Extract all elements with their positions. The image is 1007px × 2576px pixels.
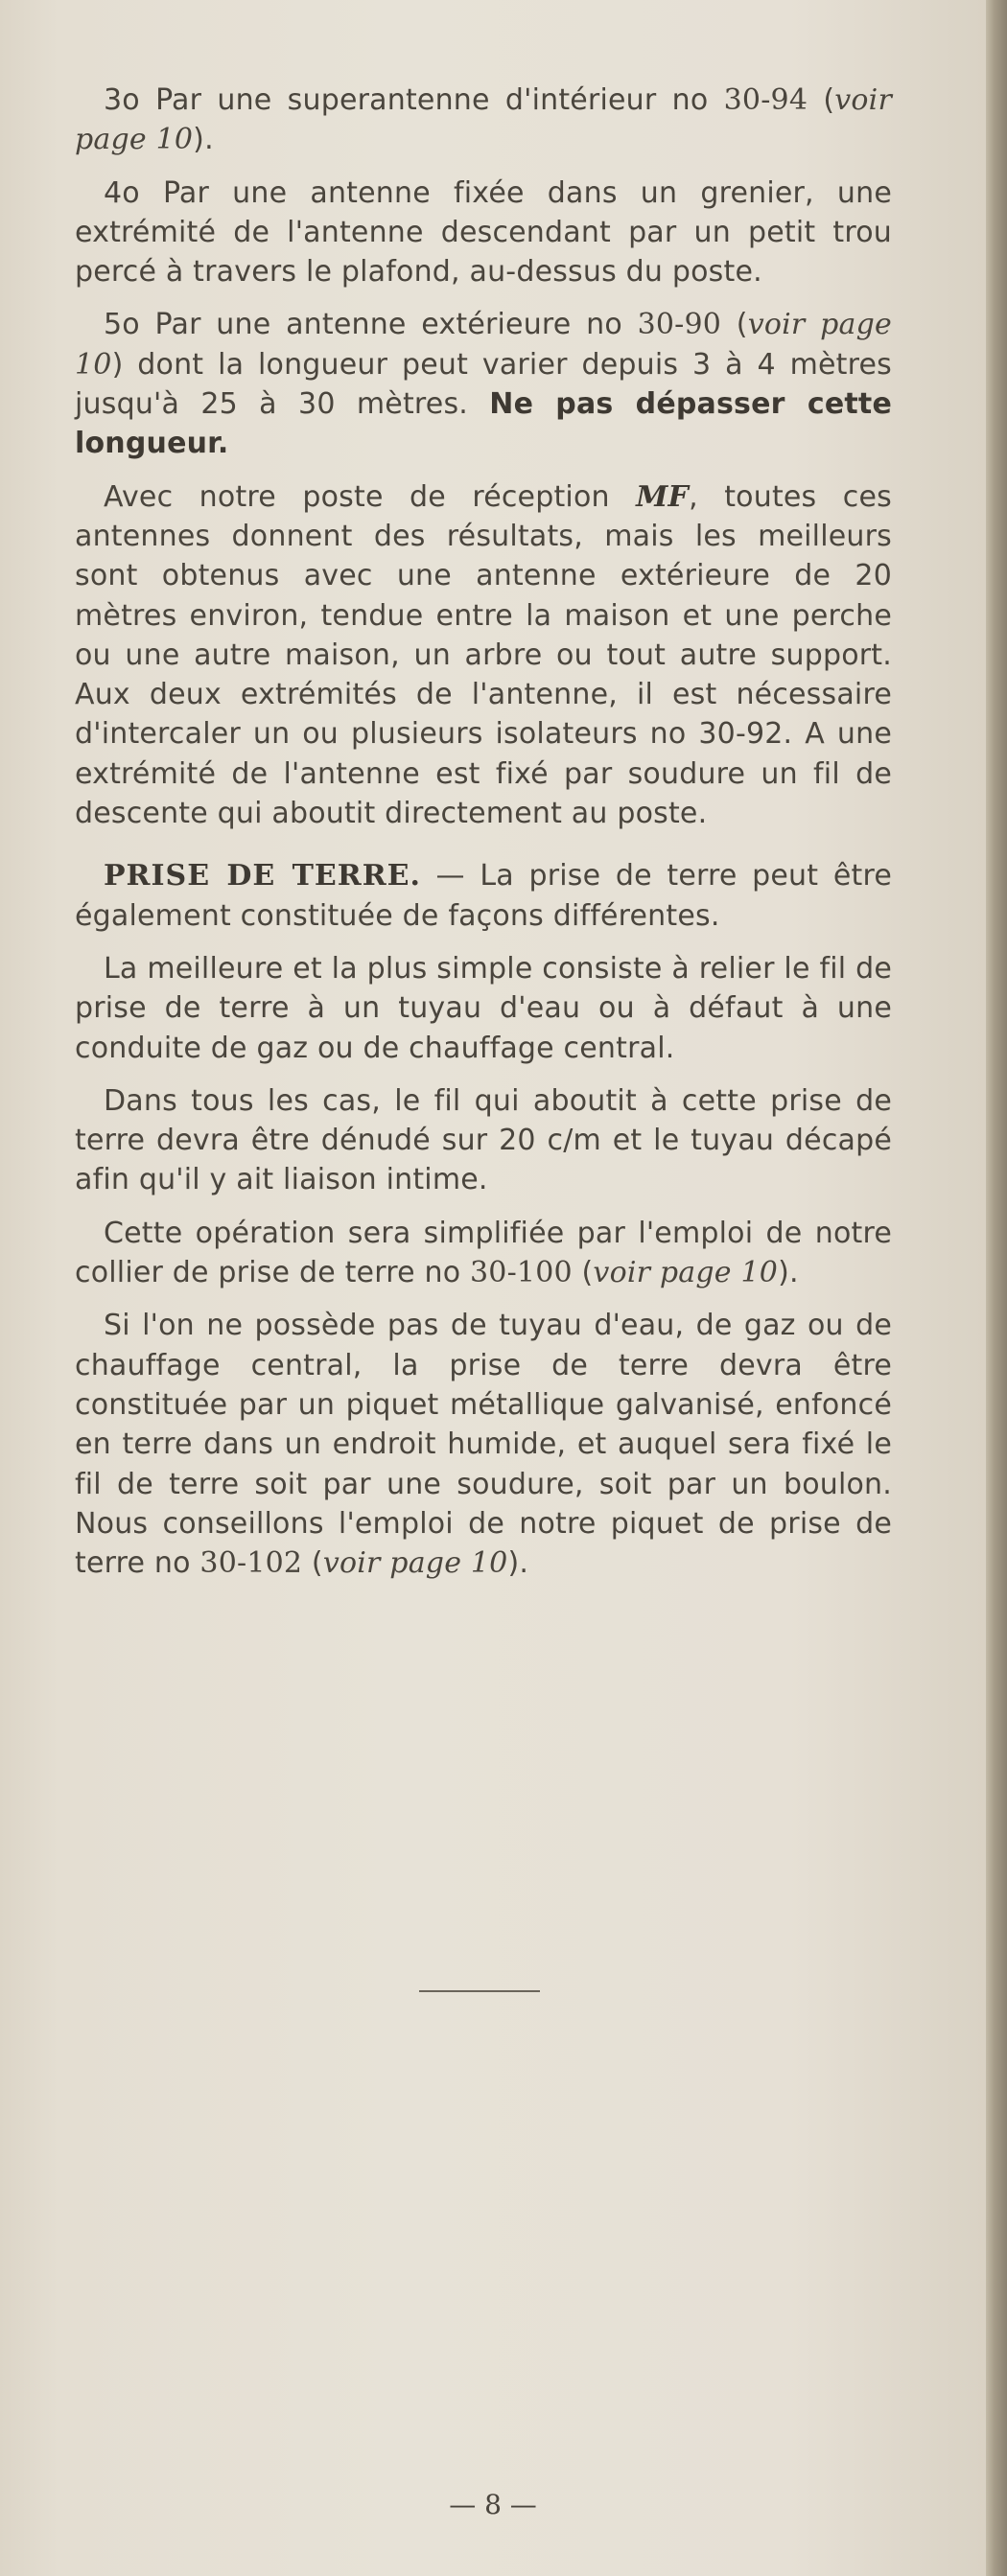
paragraph-superantenne bbox=[75, 81, 892, 160]
paragraph-si-l-on-ne-possede bbox=[75, 1306, 892, 1583]
page-reference: voir page 10 bbox=[322, 1546, 508, 1581]
paragraph-prise-de-terre bbox=[75, 856, 892, 936]
paragraph-text: ) dont la longueur peut varier depuis 3 à 4 mètres jusqu'à 25 à 30 mètres. bbox=[75, 347, 892, 422]
paren-close: ). bbox=[193, 123, 214, 157]
body-text bbox=[75, 81, 892, 1596]
paragraph-cette-operation bbox=[75, 1214, 892, 1293]
paragraph-text: Dans tous les cas, le fil qui aboutit à cette prise de terre devra être dénudé sur 20 c/m et le tuyau décapé afin qu'il y ait liaison intime. bbox=[75, 1083, 892, 1197]
mf-trademark: MF bbox=[636, 479, 690, 514]
page-reference: voir page 10 bbox=[75, 83, 893, 157]
paragraph-text: Si l'on ne possède pas de tuyau d'eau, de gaz ou de chauffage central, la prise de terre devra être constituée par un piquet métallique galvanisé, enfoncé en terre dans un endroit humide, et auquel sera fixé le fil de terre soit par une soudure, soit par un boulon. Nous conseillons l'emploi de notre piquet de prise de terre no bbox=[75, 1309, 892, 1581]
catalog-reference: 30-90 bbox=[637, 308, 722, 342]
paren-open: ( bbox=[721, 308, 748, 342]
page-number: — 8 — bbox=[449, 2489, 537, 2520]
paren-open: ( bbox=[808, 83, 835, 117]
paragraph-text: Avec notre poste de réception bbox=[104, 479, 637, 514]
paragraph-antenne-grenier bbox=[75, 174, 892, 292]
page-reference: voir page 10 bbox=[593, 1256, 779, 1290]
paragraph-text: , toutes ces antennes donnent des résultats, mais les meilleurs sont obtenus avec une antenne extérieure de 20 mètres environ, tendue entre la maison et une perche ou une autre maison, un arbre ou tout autre support. Aux deux extrémités de l'antenne, il est nécessaire d'intercaler un ou plusieurs isolateurs no 30-92. A une extrémité de l'antenne est fixé par soudure un fil de descente qui aboutit directement au poste. bbox=[75, 479, 892, 831]
page-reference: voir page 10 bbox=[75, 308, 892, 382]
paragraph-text: 5o Par une antenne extérieure no bbox=[104, 308, 638, 342]
paren-close: ). bbox=[507, 1546, 529, 1581]
catalog-reference: 30-102 bbox=[199, 1546, 303, 1581]
paragraph-la-meilleure bbox=[75, 949, 892, 1068]
separator-rule bbox=[419, 1990, 540, 1992]
paragraph-avec-notre-poste bbox=[75, 477, 892, 834]
page-edge-shadow bbox=[986, 0, 1007, 2576]
paragraph-dans-tous-les-cas bbox=[75, 1081, 892, 1200]
paragraph-text: 3o Par une superantenne d'intérieur no bbox=[104, 83, 724, 117]
catalog-reference: 30-100 bbox=[470, 1256, 573, 1290]
paren-open: ( bbox=[572, 1256, 594, 1290]
paragraph-antenne-exterieure bbox=[75, 305, 892, 463]
paren-close: ). bbox=[778, 1256, 799, 1290]
paren-open: ( bbox=[302, 1546, 323, 1581]
paragraph-text: Cette opération sera simplifiée par l'emploi de notre collier de prise de terre no bbox=[75, 1216, 892, 1290]
paragraph-text: La meilleure et la plus simple consiste à relier le fil de prise de terre à un tuyau d'eau ou à défaut à une conduite de gaz ou de chauffage central. bbox=[75, 951, 892, 1065]
paragraph-text: 4o Par une antenne fixée dans un grenier, une extrémité de l'antenne descendant par un petit trou percé à travers le plafond, au-dessus du poste. bbox=[75, 175, 892, 290]
paragraph-text: — La prise de terre peut être également constituée de façons différentes. bbox=[75, 859, 892, 933]
catalog-reference: 30-94 bbox=[723, 83, 808, 117]
section-heading: PRISE DE TERRE. bbox=[104, 859, 421, 893]
emphasis-warning: Ne pas dépasser cette longueur. bbox=[75, 387, 892, 461]
